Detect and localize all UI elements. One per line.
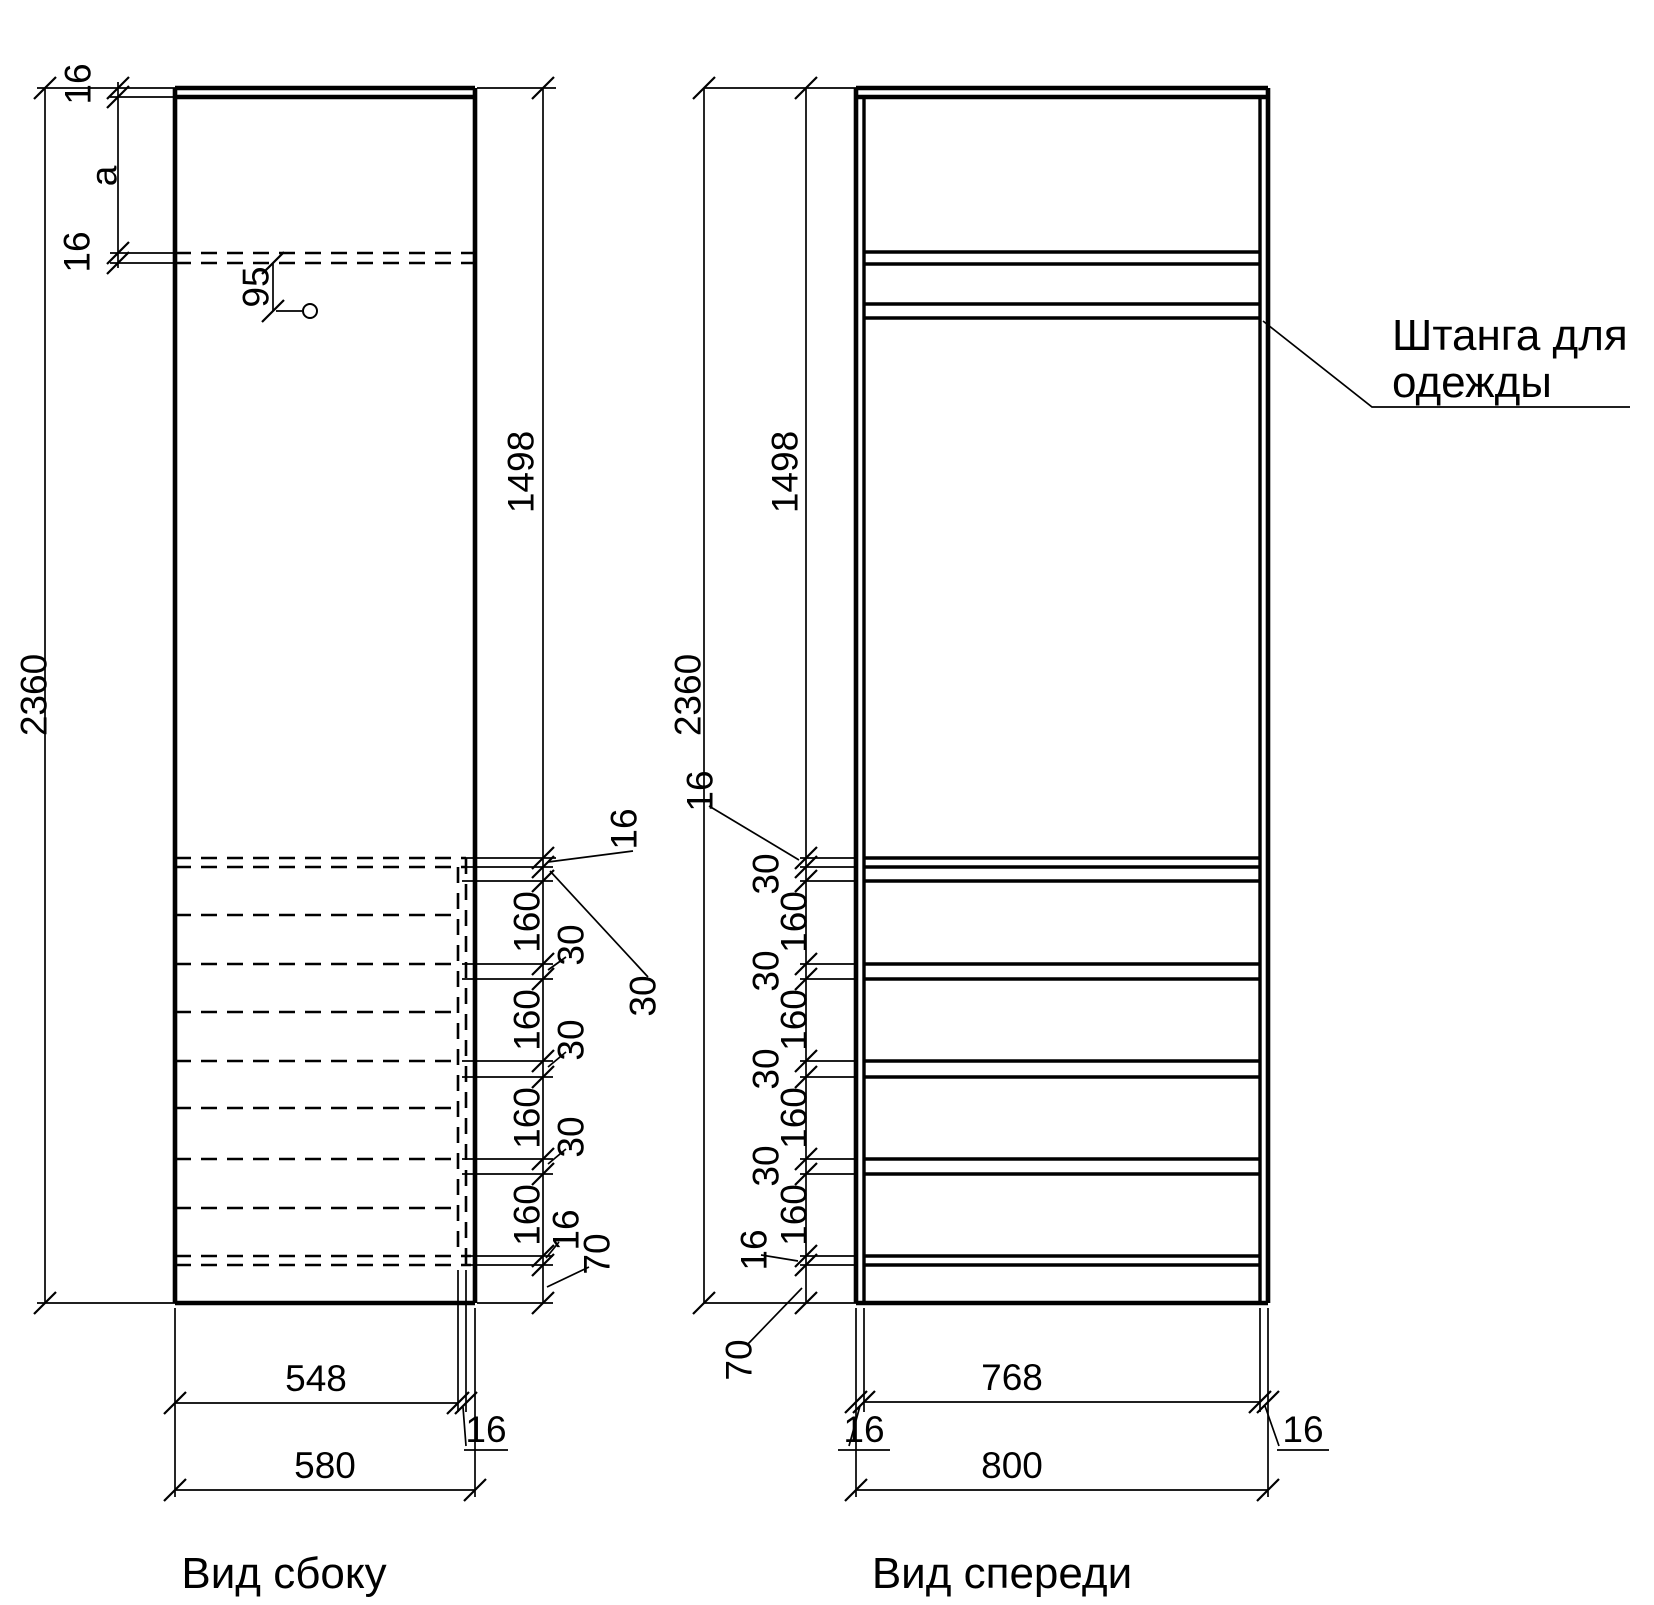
- dim-drawer2-160-side: 160: [506, 989, 548, 1051]
- dim-top-panel-side: 16: [57, 63, 99, 105]
- dim-drawer4-160-side: 160: [506, 1184, 548, 1246]
- clothes-rail-annotation: [1263, 311, 1630, 407]
- dim-upper-section-front: 1498: [764, 430, 806, 514]
- dim-bottom-panel-16-front: 16: [733, 1229, 775, 1271]
- dim-gap2-30-front: 30: [745, 950, 787, 992]
- dim-drawer-shelf-16-side: 16: [603, 808, 645, 850]
- dim-drawer-shelf-16-front: 16: [679, 770, 721, 812]
- dim-drawer4-160-front: 160: [773, 1184, 815, 1246]
- side-view-hidden-lines: [175, 253, 475, 1265]
- side-view-outline: [175, 88, 475, 1303]
- dim-front-gap-16-side: 16: [465, 1409, 507, 1450]
- dim-gap3-30-front: 30: [745, 1048, 787, 1090]
- dim-drawer1-160-side: 160: [506, 891, 548, 953]
- dim-width-total-800: 800: [981, 1445, 1043, 1486]
- front-view-outline: [856, 88, 1268, 1303]
- dim-plinth-70-side: 70: [576, 1233, 618, 1275]
- front-view-caption: Вид спереди: [871, 1549, 1133, 1598]
- front-view-dimension-lines: [704, 88, 1268, 1497]
- rail-annotation-line2: одежды: [1392, 358, 1552, 407]
- side-view: [14, 63, 664, 1598]
- side-view-dimension-lines: [37, 82, 556, 1497]
- dim-depth-total-580: 580: [294, 1445, 356, 1486]
- dim-plinth-70-front: 70: [718, 1339, 760, 1381]
- dim-shelf-offset-a: a: [83, 165, 125, 187]
- dim-rail-offset-95: 95: [235, 266, 277, 308]
- dim-drawer1-160-front: 160: [773, 891, 815, 953]
- dim-total-height-front: 2360: [667, 653, 709, 737]
- dim-gap2-30-side: 30: [550, 924, 592, 966]
- dim-gap4-30-side: 30: [550, 1116, 592, 1158]
- front-view-shelves-and-drawers: [864, 252, 1260, 1265]
- dim-gap4-30-front: 30: [745, 1145, 787, 1187]
- front-view: [668, 77, 1631, 1598]
- dim-gap1-30-front: 30: [745, 853, 787, 895]
- dim-total-height-side: 2360: [13, 653, 55, 737]
- rail-hole-circle: [303, 304, 317, 318]
- dim-drawer3-160-front: 160: [773, 1087, 815, 1149]
- dim-gap-30-leader-side: 30: [622, 975, 664, 1017]
- dim-shelf-thickness-side: 16: [56, 231, 98, 273]
- dim-bottom-panel-16-side: 16: [545, 1209, 587, 1251]
- dim-drawer3-160-side: 160: [506, 1087, 548, 1149]
- dim-side-panel-16-right: 16: [1282, 1409, 1324, 1450]
- dim-gap3-30-side: 30: [550, 1019, 592, 1061]
- side-view-caption: Вид сбоку: [181, 1549, 387, 1598]
- rail-annotation-line1: Штанга для: [1392, 311, 1628, 360]
- front-view-dimension-ticks: [693, 77, 1279, 1501]
- dim-side-panel-16-left: 16: [843, 1409, 885, 1450]
- dim-drawer2-160-front: 160: [773, 989, 815, 1051]
- dim-depth-inner-548: 548: [285, 1358, 347, 1399]
- dim-upper-section-side: 1498: [500, 430, 542, 514]
- dim-width-inner-768: 768: [981, 1357, 1043, 1398]
